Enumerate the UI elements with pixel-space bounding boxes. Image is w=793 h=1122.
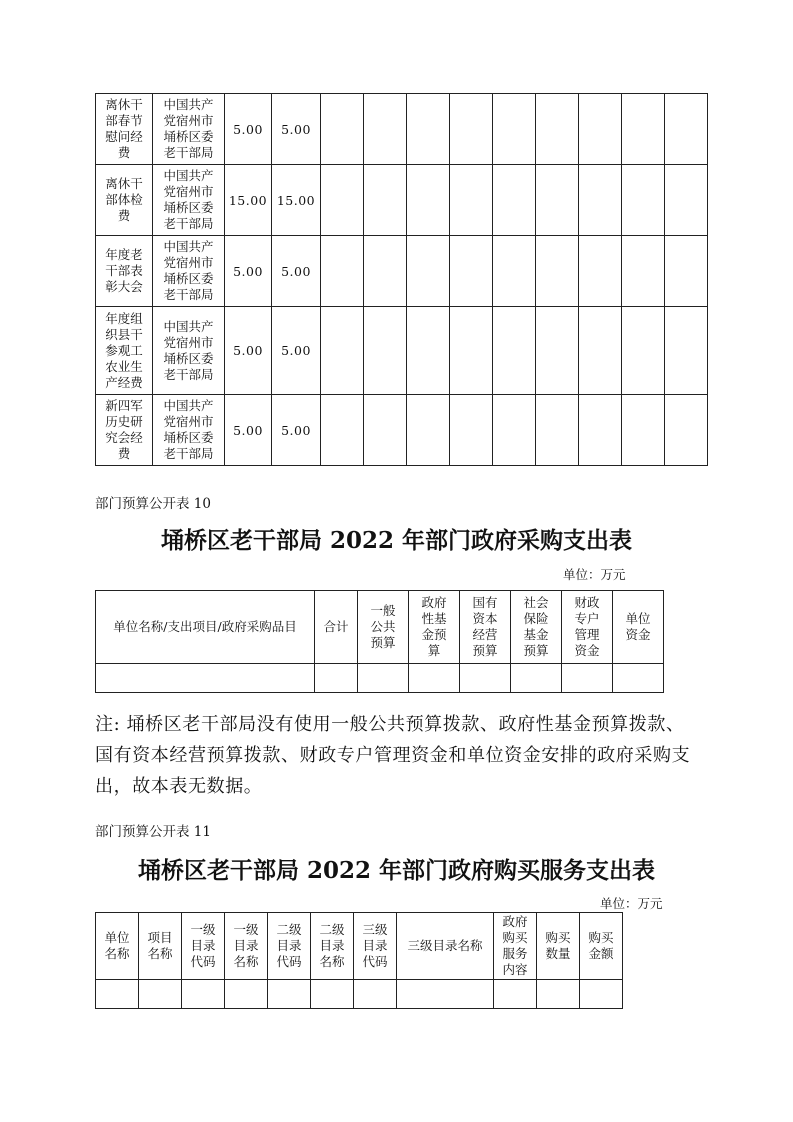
empty-cell [407,94,450,165]
empty-cell [622,395,665,466]
empty-cell [407,307,450,395]
header-l3-name: 三级目录名称 [397,913,494,980]
empty-cell [321,395,364,466]
unit-name-cell: 中国共产党宿州市埇桥区委老干部局 [153,236,225,307]
empty-cell [622,94,665,165]
empty-cell [460,664,511,693]
project-name-cell: 新四军历史研究会经费 [96,395,153,466]
empty-cell [537,980,580,1009]
empty-cell [321,307,364,395]
total-amount-cell: 15.00 [225,165,272,236]
table-row [96,236,708,307]
general-budget-cell: 5.00 [272,395,321,466]
empty-cell [321,94,364,165]
empty-cell [665,165,708,236]
empty-cell [364,236,407,307]
table-11-title: 埇桥区老干部局 2022 年部门政府购买服务支出表 [137,857,656,884]
empty-cell [364,307,407,395]
empty-cell [536,94,579,165]
table-row [96,307,708,395]
empty-cell [450,165,493,236]
empty-cell [182,980,225,1009]
procurement-table [95,590,664,693]
empty-cell [364,94,407,165]
header-unit-item: 单位名称/支出项目/政府采购品目 [96,591,315,664]
header-unit-name: 单位名称 [96,913,139,980]
empty-cell [364,165,407,236]
header-project-name: 项目名称 [139,913,182,980]
empty-cell [493,236,536,307]
empty-cell [665,307,708,395]
header-l2-code: 二级目录代码 [268,913,311,980]
empty-cell [493,165,536,236]
service-purchase-table [95,912,623,1009]
empty-cell [358,664,409,693]
empty-cell [311,980,354,1009]
empty-cell [407,165,450,236]
project-name-cell: 年度老干部表彰大会 [96,236,153,307]
header-service-content: 政府购买服务内容 [494,913,537,980]
empty-cell [364,395,407,466]
table-row [96,165,708,236]
unit-name-cell: 中国共产党宿州市埇桥区委老干部局 [153,94,225,165]
total-amount-cell: 5.00 [225,307,272,395]
empty-cell [579,94,622,165]
empty-cell [562,664,613,693]
empty-cell [494,980,537,1009]
empty-cell [622,236,665,307]
empty-cell [354,980,397,1009]
empty-cell [579,395,622,466]
empty-cell [536,307,579,395]
empty-cell [536,236,579,307]
empty-cell [315,664,358,693]
total-amount-cell: 5.00 [225,94,272,165]
empty-cell [613,664,664,693]
table-row [96,94,708,165]
header-l1-code: 一级目录代码 [182,913,225,980]
header-state-capital: 国有资本经营预算 [460,591,511,664]
header-special-account: 财政专户管理资金 [562,591,613,664]
empty-cell [579,307,622,395]
empty-cell [622,165,665,236]
project-name-cell: 离休干部春节慰问经费 [96,94,153,165]
header-general-budget: 一般公共预算 [358,591,409,664]
empty-cell [665,94,708,165]
general-budget-cell: 15.00 [272,165,321,236]
project-name-cell: 离休干部体检费 [96,165,153,236]
empty-cell [493,395,536,466]
project-expenditure-table [95,93,708,466]
table-11-label: 部门预算公开表 11 [95,824,211,840]
unit-name-cell: 中国共产党宿州市埇桥区委老干部局 [153,395,225,466]
header-l2-name: 二级目录名称 [311,913,354,980]
empty-cell [407,236,450,307]
table-10-label: 部门预算公开表 10 [95,496,211,512]
empty-cell [579,165,622,236]
empty-cell [665,236,708,307]
table-10-unit: 单位：万元 [563,567,626,582]
header-amount: 购买金额 [580,913,623,980]
header-social-insurance: 社会保险基金预算 [511,591,562,664]
empty-cell [409,664,460,693]
empty-cell [268,980,311,1009]
header-quantity: 购买数量 [537,913,580,980]
empty-cell [321,236,364,307]
empty-cell [493,94,536,165]
empty-cell [536,165,579,236]
empty-cell [407,395,450,466]
header-total: 合计 [315,591,358,664]
empty-cell [511,664,562,693]
empty-cell [450,94,493,165]
total-amount-cell: 5.00 [225,236,272,307]
empty-cell [450,236,493,307]
table-row [96,395,708,466]
header-l3-code: 三级目录代码 [354,913,397,980]
empty-cell [622,307,665,395]
general-budget-cell: 5.00 [272,236,321,307]
empty-cell [450,307,493,395]
unit-name-cell: 中国共产党宿州市埇桥区委老干部局 [153,165,225,236]
empty-cell [579,236,622,307]
empty-cell [397,980,494,1009]
general-budget-cell: 5.00 [272,94,321,165]
empty-cell [225,980,268,1009]
general-budget-cell: 5.00 [272,307,321,395]
table-10-note: 注: 埇桥区老干部局没有使用一般公共预算拨款、政府性基金预算拨款、国有资本经营预算拨款、财政专户管理资金和单位资金安排的政府采购支出，故本表无数据。 [95,714,691,797]
header-fund-budget: 政府性基金预算 [409,591,460,664]
empty-cell [96,664,315,693]
empty-cell [96,980,139,1009]
empty-cell [139,980,182,1009]
empty-cell [321,165,364,236]
empty-cell [580,980,623,1009]
empty-cell [665,395,708,466]
unit-name-cell: 中国共产党宿州市埇桥区委老干部局 [153,307,225,395]
empty-cell [450,395,493,466]
header-unit-funds: 单位资金 [613,591,664,664]
table-11-unit: 单位：万元 [600,896,663,911]
header-l1-name: 一级目录名称 [225,913,268,980]
empty-cell [493,307,536,395]
table-10-title: 埇桥区老干部局 2022 年部门政府采购支出表 [160,527,633,554]
empty-cell [536,395,579,466]
project-name-cell: 年度组织县干参观工农业生产经费 [96,307,153,395]
total-amount-cell: 5.00 [225,395,272,466]
